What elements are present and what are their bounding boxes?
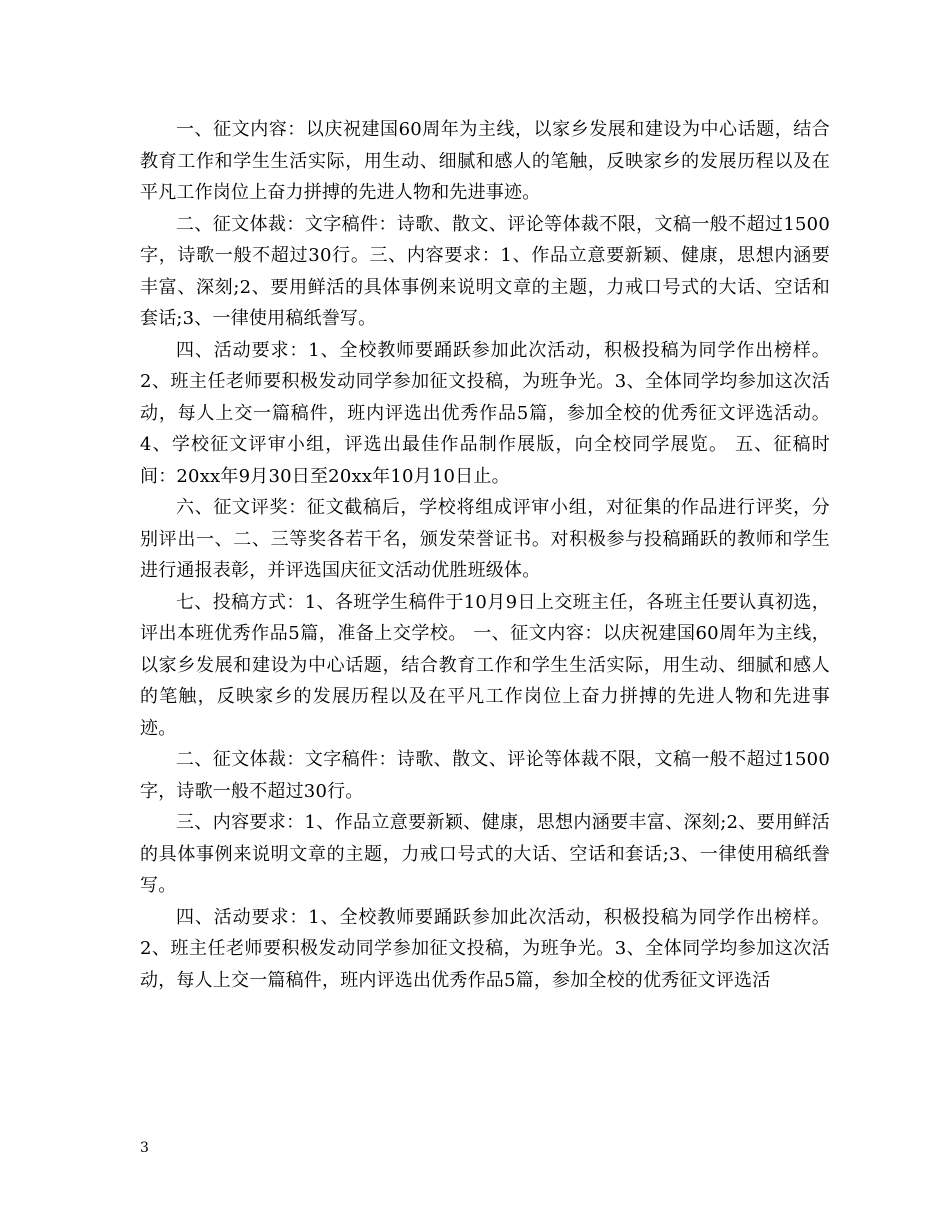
paragraph-1: 一、征文内容：以庆祝建国60周年为主线，以家乡发展和建设为中心话题，结合教育工作和学生生活实际，用生动、细腻和感人的笔触，反映家乡的发展历程以及在平凡工作岗位上奋力拼搏的先进人物和先进事迹。 [140,119,830,203]
paragraph-7: 三、内容要求：1、作品立意要新颖、健康，思想内涵要丰富、深刻;2、要用鲜活的具体事例来说明文章的主题，力戒口号式的大话、空话和套话;3、一律使用稿纸誊写。 [140,812,830,896]
page-number: 3 [140,1140,149,1156]
paragraph-4: 六、征文评奖：征文截稿后，学校将组成评审小组，对征集的作品进行评奖，分别评出一、二、三等奖各若干名，颁发荣誉证书。对积极参与投稿踊跃的教师和学生进行通报表彰，并评选国庆征文活动优胜班级体。 [140,497,830,581]
paragraph-3: 四、活动要求：1、全校教师要踊跃参加此次活动，积极投稿为同学作出榜样。2、班主任老师要积极发动同学参加征文投稿，为班争光。3、全体同学均参加这次活动，每人上交一篇稿件，班内评选出优秀作品5篇，参加全校的优秀征文评选活动。4、学校征文评审小组，评选出最佳作品制作展版，向全校同学展览。 五、征稿时间：20xx年9月30日至20xx年10月10日止。 [140,339,830,487]
paragraph-8: 四、活动要求：1、全校教师要踊跃参加此次活动，积极投稿为同学作出榜样。2、班主任老师要积极发动同学参加征文投稿，为班争光。3、全体同学均参加这次活动，每人上交一篇稿件，班内评选出优秀作品5篇，参加全校的优秀征文评选活 [140,906,830,991]
document-body [140,114,830,996]
paragraph-5: 七、投稿方式：1、各班学生稿件于10月9日上交班主任，各班主任要认真初选，评出本班优秀作品5篇，准备上交学校。 一、征文内容：以庆祝建国60周年为主线，以家乡发展和建设为中心话题，结合教育工作和学生生活实际，用生动、细腻和感人的笔触，反映家乡的发展历程以及在平凡工作岗位上奋力拼搏的先进人物和先进事迹。 [140,591,830,739]
paragraph-6: 二、征文体裁：文字稿件：诗歌、散文、评论等体裁不限，文稿一般不超过1500字，诗歌一般不超过30行。 [140,749,830,802]
paragraph-2: 二、征文体裁：文字稿件：诗歌、散文、评论等体裁不限，文稿一般不超过1500字，诗歌一般不超过30行。三、内容要求：1、作品立意要新颖、健康，思想内涵要丰富、深刻;2、要用鲜活的具体事例来说明文章的主题，力戒口号式的大话、空话和套话;3、一律使用稿纸誊写。 [140,213,830,329]
